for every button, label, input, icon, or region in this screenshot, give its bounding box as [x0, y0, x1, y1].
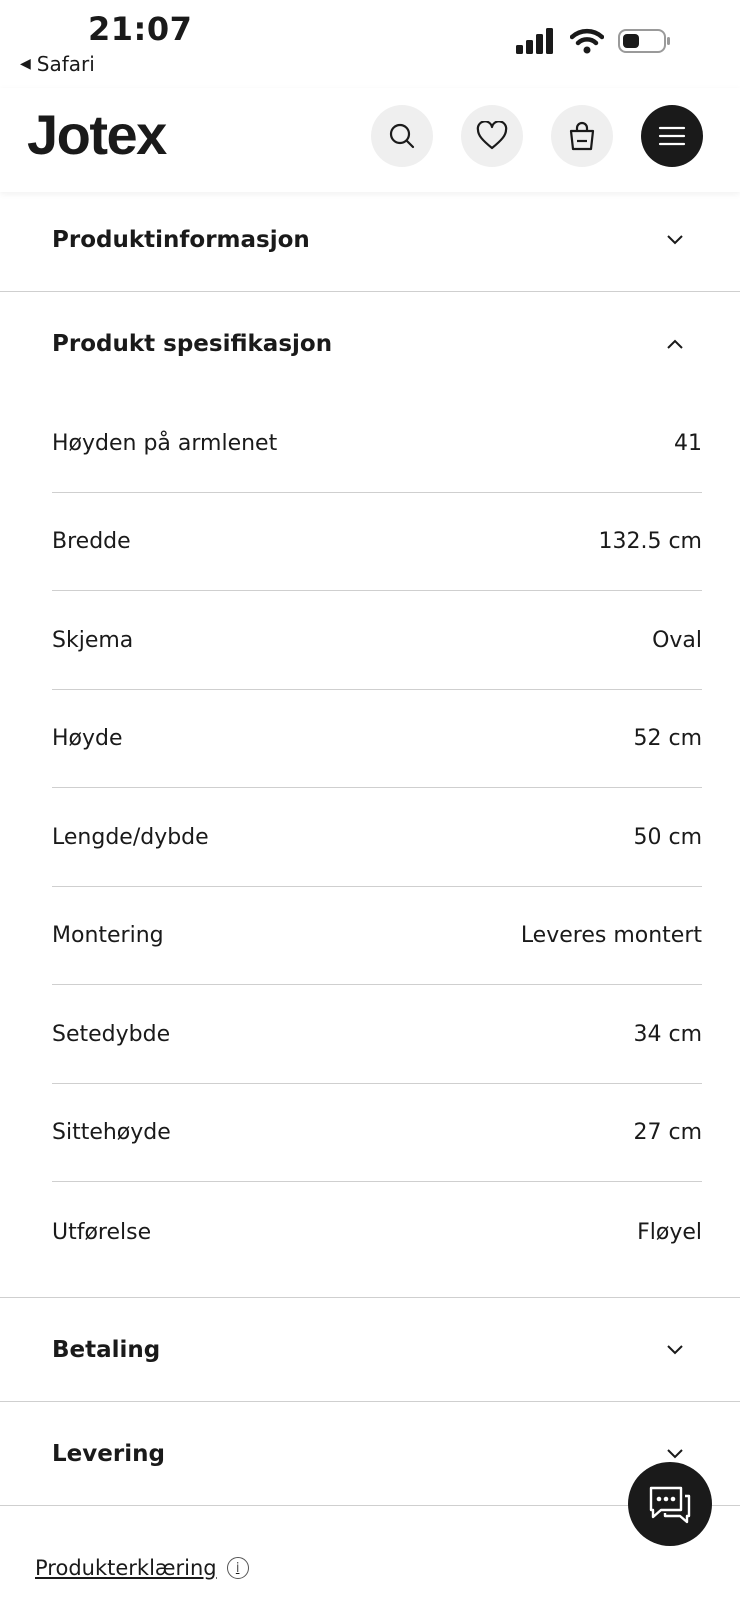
spec-label: Sittehøyde	[52, 1120, 171, 1145]
spec-value: 41	[674, 431, 702, 456]
spec-label: Bredde	[52, 529, 131, 554]
spec-row	[52, 395, 702, 493]
wifi-icon	[570, 28, 604, 54]
spec-row	[52, 1084, 702, 1182]
menu-button[interactable]	[641, 105, 703, 167]
spec-row	[52, 690, 702, 788]
status-bar	[0, 0, 740, 80]
product-declaration-link[interactable]	[35, 1556, 249, 1580]
spec-value: 50 cm	[633, 825, 702, 850]
spec-value: 132.5 cm	[598, 529, 702, 554]
menu-icon	[658, 125, 686, 147]
wishlist-button[interactable]	[461, 105, 523, 167]
search-button[interactable]	[371, 105, 433, 167]
accordion-payment[interactable]	[0, 1298, 740, 1402]
chevron-up-icon	[666, 338, 684, 350]
accordion-title: Betaling	[52, 1336, 161, 1363]
jotex-logo[interactable]: Jotex	[27, 103, 166, 166]
spec-label: Høyde	[52, 726, 123, 751]
spec-value: Fløyel	[637, 1219, 702, 1245]
chat-button[interactable]	[628, 1462, 712, 1546]
accordion-product-info[interactable]	[0, 188, 740, 292]
status-time: 21:07	[88, 10, 193, 48]
battery-icon	[618, 28, 672, 54]
search-icon	[387, 121, 417, 151]
spec-value: 34 cm	[633, 1022, 702, 1047]
back-label: Safari	[36, 52, 95, 76]
spec-row	[52, 1183, 702, 1281]
accordion-title: Produktinformasjon	[52, 226, 310, 253]
chat-bubbles-icon	[647, 1484, 693, 1524]
bag-icon	[566, 120, 598, 152]
cart-button[interactable]	[551, 105, 613, 167]
spec-label: Høyden på armlenet	[52, 431, 278, 456]
chevron-down-icon	[666, 1344, 684, 1356]
spec-value: 27 cm	[633, 1120, 702, 1145]
spec-row	[52, 789, 702, 887]
spec-row	[52, 986, 702, 1084]
spec-label: Skjema	[52, 628, 134, 653]
accordion-title: Levering	[52, 1440, 165, 1467]
status-icons	[516, 28, 672, 54]
spec-row	[52, 592, 702, 690]
spec-label: Montering	[52, 923, 164, 948]
spec-label: Utførelse	[52, 1219, 152, 1245]
accordion-title: Produkt spesifikasjon	[52, 331, 333, 357]
chevron-down-icon	[666, 234, 684, 246]
heart-icon	[476, 121, 508, 151]
chevron-down-icon	[666, 1448, 684, 1460]
accordion-product-spec[interactable]	[0, 292, 740, 396]
info-icon: i	[227, 1557, 249, 1579]
back-triangle-icon: ◀	[20, 56, 31, 72]
spec-value: Leveres montert	[520, 923, 702, 948]
site-header	[0, 88, 740, 192]
spec-row	[52, 887, 702, 985]
declaration-link-label: Produkterklæring	[35, 1556, 217, 1580]
spec-value: Oval	[652, 628, 702, 653]
spec-label: Setedybde	[52, 1022, 171, 1047]
spec-value: 52 cm	[633, 726, 702, 751]
spec-label: Lengde/dybde	[52, 825, 209, 850]
back-to-safari[interactable]	[20, 52, 95, 76]
signal-icon	[516, 28, 556, 54]
spec-row	[52, 493, 702, 591]
